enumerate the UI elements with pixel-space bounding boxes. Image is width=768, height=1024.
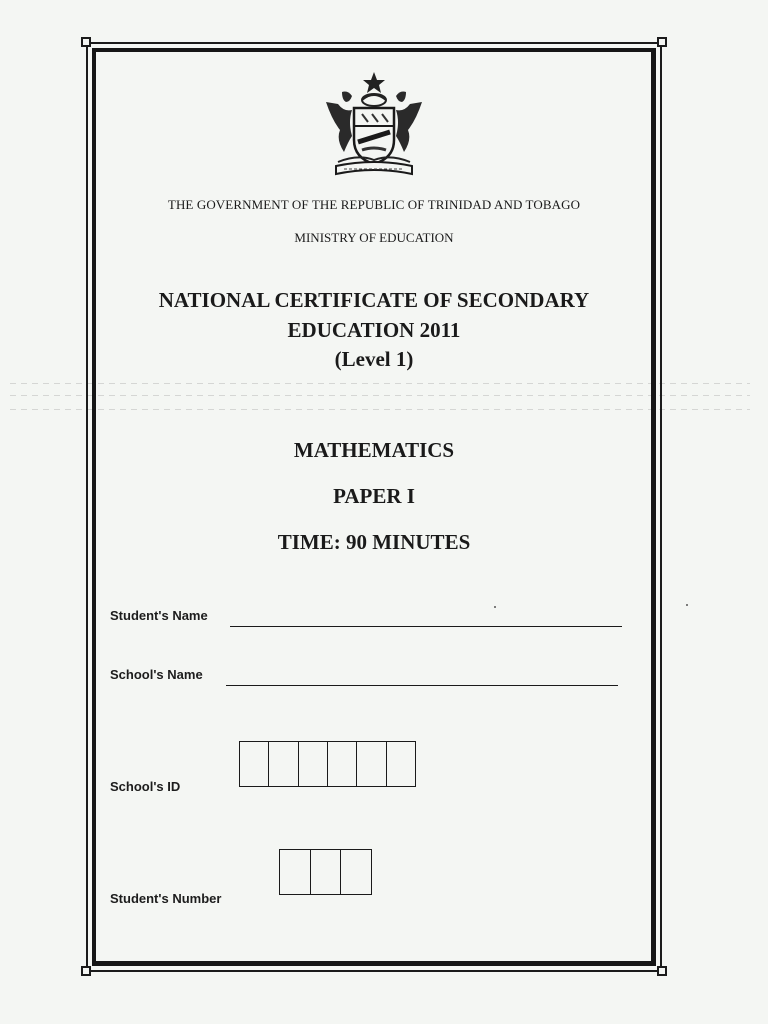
exam-title-line2: EDUCATION 2011 — [287, 318, 461, 342]
school-name-label: School's Name — [110, 667, 203, 682]
student-number-digit-box[interactable] — [310, 850, 341, 894]
school-id-digit-box[interactable] — [386, 742, 415, 786]
exam-level: (Level 1) — [334, 347, 414, 371]
student-number-boxes[interactable] — [279, 849, 372, 895]
school-id-digit-box[interactable] — [240, 742, 268, 786]
school-id-digit-box[interactable] — [356, 742, 385, 786]
scan-speck — [686, 604, 688, 606]
student-name-label: Student's Name — [110, 608, 208, 623]
border-corner — [81, 966, 91, 976]
student-number-label: Student's Number — [110, 891, 222, 906]
exam-time: TIME: 90 MINUTES — [277, 530, 471, 554]
exam-subject: MATHEMATICS — [293, 438, 455, 462]
exam-paper: PAPER I — [333, 484, 415, 508]
border-corner — [657, 37, 667, 47]
school-id-digit-box[interactable] — [298, 742, 327, 786]
school-id-digit-box[interactable] — [327, 742, 356, 786]
coat-of-arms-icon — [318, 70, 430, 180]
student-number-digit-box[interactable] — [340, 850, 371, 894]
exam-title — [92, 285, 656, 345]
school-id-boxes[interactable] — [239, 741, 416, 787]
border-corner — [81, 37, 91, 47]
school-name-field[interactable] — [226, 685, 618, 686]
school-id-label: School's ID — [110, 779, 181, 794]
student-name-field[interactable] — [230, 626, 622, 627]
exam-title-line1: NATIONAL CERTIFICATE OF SECONDARY — [158, 288, 590, 312]
government-heading: THE GOVERNMENT OF THE REPUBLIC OF TRINIDAD AND TOBAGO — [167, 197, 581, 212]
border-corner — [657, 966, 667, 976]
school-id-digit-box[interactable] — [268, 742, 297, 786]
student-number-digit-box[interactable] — [280, 850, 310, 894]
ministry-heading: MINISTRY OF EDUCATION — [294, 230, 454, 245]
